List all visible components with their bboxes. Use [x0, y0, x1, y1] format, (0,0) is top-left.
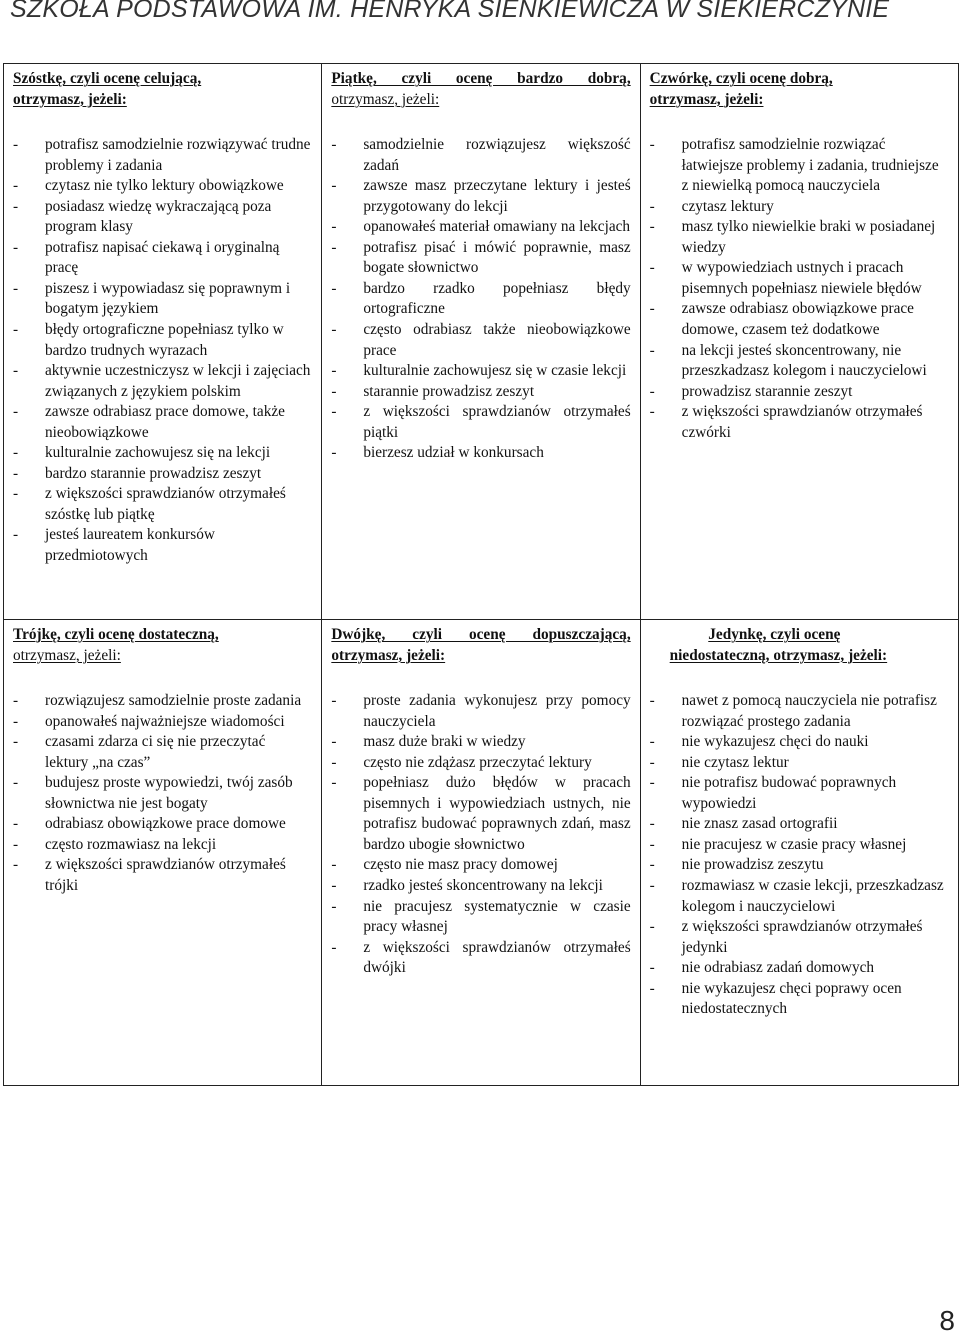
table-row — [4, 620, 959, 1086]
grade-heading — [13, 69, 312, 110]
criteria-item: - proste zadania wykonujesz przy pomocy nauczyciela — [331, 691, 630, 732]
criteria-list — [331, 691, 630, 979]
criteria-item: - potrafisz samodzielnie rozwiązywać trudne problemy i zadania — [13, 135, 312, 176]
criteria-item: - często odrabiasz także nieobowiązkowe prace — [331, 320, 630, 361]
criteria-item: - odrabiasz obowiązkowe prace domowe — [13, 814, 312, 835]
grade-heading-title: Piątkę, czyli ocenę bardzo dobrą, — [331, 70, 631, 87]
criteria-item: - budujesz proste wypowiedzi, twój zasób słownictwa nie jest bogaty — [13, 773, 312, 814]
grade-heading-title: Dwójkę, czyli ocenę dopuszczającą, — [331, 626, 631, 643]
criteria-item: - nie prowadzisz zeszytu — [650, 855, 949, 876]
criteria-item: - często rozmawiasz na lekcji — [13, 835, 312, 856]
grade-cell-five — [322, 64, 640, 620]
criteria-item: - opanowałeś najważniejsze wiadomości — [13, 712, 312, 733]
criteria-item: - posiadasz wiedzę wykraczającą poza program klasy — [13, 197, 312, 238]
grade-cell-one — [640, 620, 958, 1086]
grade-heading-condition: otrzymasz, jeżeli: — [13, 646, 121, 664]
grade-cell-six — [4, 64, 322, 620]
criteria-item: - zawsze odrabiasz prace domowe, także nieobowiązkowe — [13, 402, 312, 443]
criteria-item: - opanowałeś materiał omawiany na lekcjach — [331, 217, 630, 238]
criteria-item: - nie wykazujesz chęci poprawy ocen niedostatecznych — [650, 979, 949, 1020]
grade-heading — [13, 625, 312, 666]
criteria-list — [331, 135, 630, 464]
grade-heading-condition: otrzymasz, jeżeli: — [331, 646, 446, 664]
criteria-item: - nie znasz zasad ortografii — [650, 814, 949, 835]
grade-heading — [331, 69, 630, 110]
criteria-item: - bardzo rzadko popełniasz błędy ortograficzne — [331, 279, 630, 320]
criteria-item: - rzadko jesteś skoncentrowany na lekcji — [331, 876, 630, 897]
criteria-item: - potrafisz pisać i mówić poprawnie, masz bogate słownictwo — [331, 238, 630, 279]
criteria-item: - nie pracujesz w czasie pracy własnej — [650, 835, 949, 856]
grade-cell-three — [4, 620, 322, 1086]
criteria-item: - piszesz i wypowiadasz się poprawnym i bogatym językiem — [13, 279, 312, 320]
criteria-item: - nawet z pomocą nauczyciela nie potrafisz rozwiązać prostego zadania — [650, 691, 949, 732]
criteria-item: - masz duże braki w wiedzy — [331, 732, 630, 753]
criteria-item: - potrafisz napisać ciekawą i oryginalną pracę — [13, 238, 312, 279]
criteria-item: - w wypowiedziach ustnych i pracach pisemnych popełniasz niewiele błędów — [650, 258, 949, 299]
grade-heading-title: Trójkę, czyli ocenę dostateczną, — [13, 626, 219, 643]
criteria-item: - nie odrabiasz zadań domowych — [650, 958, 949, 979]
criteria-item: - często nie zdążasz przeczytać lektury — [331, 753, 630, 774]
criteria-list — [13, 691, 312, 896]
criteria-item: - błędy ortograficzne popełniasz tylko w bardzo trudnych wyrazach — [13, 320, 312, 361]
criteria-item: - potrafisz samodzielnie rozwiązać łatwiejsze problemy i zadania, trudniejsze z niewielką pomocą nauczyciela — [650, 135, 949, 197]
criteria-item: - nie potrafisz budować poprawnych wypowiedzi — [650, 773, 949, 814]
criteria-item: - z większości sprawdzianów otrzymałeś czwórki — [650, 402, 949, 443]
criteria-item: - aktywnie uczestniczysz w lekcji i zajęciach związanych z językiem polskim — [13, 361, 312, 402]
page-number: 8 — [939, 1305, 955, 1336]
criteria-item: - zawsze masz przeczytane lektury i jesteś przygotowany do lekcji — [331, 176, 630, 217]
criteria-item: - bierzesz udział w konkursach — [331, 443, 630, 464]
criteria-item: - masz tylko niewielkie braki w posiadanej wiedzy — [650, 217, 949, 258]
grade-heading — [650, 69, 949, 110]
criteria-item: - starannie prowadzisz zeszyt — [331, 382, 630, 403]
criteria-item: - nie czytasz lektur — [650, 753, 949, 774]
grade-cell-four — [640, 64, 958, 620]
criteria-item: - samodzielnie rozwiązujesz większość zadań — [331, 135, 630, 176]
table-row — [4, 64, 959, 620]
criteria-list — [650, 135, 949, 443]
criteria-item: - czasami zdarza ci się nie przeczytać lektury „na czas” — [13, 732, 312, 773]
criteria-item: - z większości sprawdzianów otrzymałeś jedynki — [650, 917, 949, 958]
criteria-item: - kulturalnie zachowujesz się na lekcji — [13, 443, 312, 464]
grade-heading-title: Szóstkę, czyli ocenę celującą, — [13, 70, 202, 87]
grade-heading-title: Czwórkę, czyli ocenę dobrą, — [649, 70, 833, 87]
criteria-item: - nie pracujesz systematycznie w czasie pracy własnej — [331, 897, 630, 938]
criteria-item: - rozmawiasz w czasie lekcji, przeszkadzasz kolegom i nauczycielowi — [650, 876, 949, 917]
grade-heading-condition: niedostateczną, otrzymasz, jeżeli: — [669, 646, 888, 664]
criteria-item: - na lekcji jesteś skoncentrowany, nie przeszkadzasz kolegom i nauczycielowi — [650, 341, 949, 382]
criteria-item: - kulturalnie zachowujesz się w czasie lekcji — [331, 361, 630, 382]
criteria-item: - rozwiązujesz samodzielnie proste zadania — [13, 691, 312, 712]
criteria-item: - jesteś laureatem konkursów przedmiotowych — [13, 525, 312, 566]
criteria-item: - zawsze odrabiasz obowiązkowe prace domowe, czasem też dodatkowe — [650, 299, 949, 340]
grading-criteria-table — [3, 63, 959, 1086]
grade-heading-title: Jedynkę, czyli ocenę — [708, 626, 841, 643]
grade-heading — [331, 625, 630, 666]
criteria-item: - czytasz lektury — [650, 197, 949, 218]
criteria-list — [650, 691, 949, 1020]
criteria-item: - z większości sprawdzianów otrzymałeś piątki — [331, 402, 630, 443]
grade-heading-condition: otrzymasz, jeżeli: — [13, 90, 127, 108]
criteria-list — [13, 135, 312, 566]
grade-heading-condition: otrzymasz, jeżeli: — [649, 90, 764, 108]
grade-heading-condition: otrzymasz, jeżeli: — [331, 90, 440, 108]
criteria-item: - bardzo starannie prowadzisz zeszyt — [13, 464, 312, 485]
criteria-item: - nie wykazujesz chęci do nauki — [650, 732, 949, 753]
school-name-header: SZKOŁA PODSTAWOWA IM. HENRYKA SIENKIEWICZA W SIEKIERCZYNIE — [10, 0, 890, 23]
grade-heading — [650, 625, 949, 666]
criteria-item: - z większości sprawdzianów otrzymałeś szóstkę lub piątkę — [13, 484, 312, 525]
criteria-item: - z większości sprawdzianów otrzymałeś dwójki — [331, 938, 630, 979]
criteria-item: - z większości sprawdzianów otrzymałeś trójki — [13, 855, 312, 896]
criteria-item: - często nie masz pracy domowej — [331, 855, 630, 876]
criteria-item: - prowadzisz starannie zeszyt — [650, 382, 949, 403]
criteria-item: - czytasz nie tylko lektury obowiązkowe — [13, 176, 312, 197]
criteria-item: - popełniasz dużo błędów w pracach pisemnych i wypowiedziach ustnych, nie potrafisz budować poprawnych zdań, masz bardzo ubogie słownictwo — [331, 773, 630, 855]
grade-cell-two — [322, 620, 640, 1086]
